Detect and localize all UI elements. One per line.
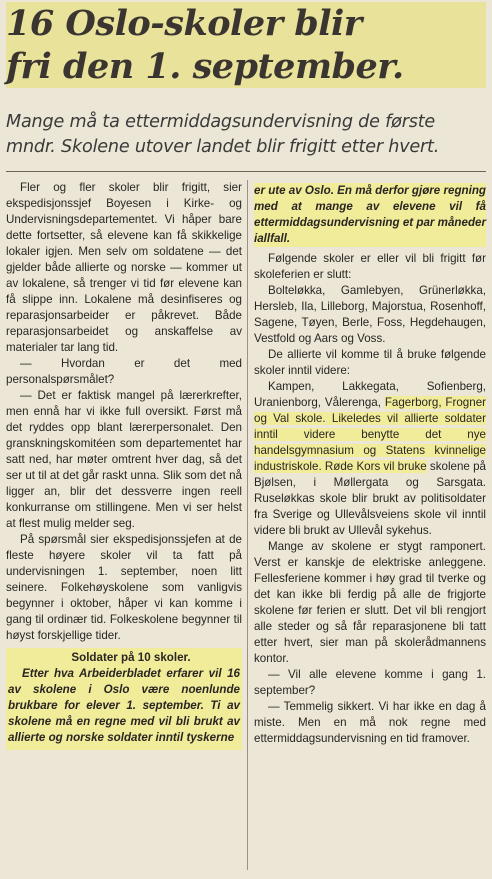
headline-line-2: fri den 1. september.	[6, 45, 486, 88]
paragraph-answer-staff: — Det er faktisk mangel på lærerkrefter, men ennå har vi ikke full oversikt. Først må det ryddes opp blant lærerpersonalet. Den granskningskomitéen som departementet har satt ned, har møter omtrent hver dag, så det ser ut til at det går raskt unna. Slik som det nå ligger an, blir det dessverre ingen reell konkurranse om stillingene. Men vi ser helst at flest mulig melder seg.	[6, 389, 242, 530]
paragraph-allied-intro: De allierte vil komme til å bruke følgende skoler inntil videre:	[254, 348, 486, 377]
highlighted-box	[6, 648, 242, 750]
headline	[6, 2, 486, 88]
paragraph-continuation: er ute av Oslo. En må derfor gjøre regning med at mange av elevene vil få ettermiddagsundervisning et par måneder iallfall.	[254, 184, 486, 245]
allied-list-highlight: Fagerborg, Frogner og Val skole. Likeledes vil allierte soldater inntil videre benytte det nye handelsgymnasium og Statens kvinnelige industriskole. Røde Kors vil bruke	[254, 396, 486, 473]
right-column	[254, 183, 486, 747]
subheadline-line-2: mndr. Skolene utover landet blir frigitt etter hvert.	[6, 137, 440, 157]
paragraph-damage: Mange av skolene er stygt ramponert. Verst er kanskje de elektriske anleggene. Fellesferiene kommer i høy grad til tverke og det kan ikke bli ferdig på alle de frigjorte skolene før ferien er slutt. Det vil bli rengjort alle steder og så får reparasjonene bli tatt etter hvert, sier man på skolerådmannens kontor.	[254, 540, 486, 665]
paragraph-freed-intro: Følgende skoler er eller vil bli frigitt før skoleferien er slutt:	[254, 252, 486, 281]
paragraph-question-staff: — Hvordan er det med personalspørsmålet?	[6, 357, 242, 386]
column-divider	[247, 180, 248, 870]
subheadline	[6, 110, 490, 160]
allied-list-start: Kampen, Lakkegata, Sofienberg, Uranienborg, Vålerenga,	[254, 380, 486, 409]
headline-line-1: 16 Oslo-skoler blir	[6, 2, 486, 45]
box-title: Soldater på 10 skoler.	[71, 651, 191, 664]
paragraph-allied-list	[254, 379, 486, 539]
paragraph-answer-start: — Temmelig sikkert. Vi har ikke en dag å miste. Men en må nok regne med ettermiddagsundervisning en tid framover.	[254, 700, 486, 745]
subheadline-line-1: Mange må ta ettermiddagsundervisning de første	[6, 112, 436, 132]
header-rule	[6, 171, 486, 172]
left-column	[6, 180, 242, 750]
paragraph-higher-schools: På spørsmål sier ekspedisjonssjefen at de fleste høyere skoler vil ta fatt på undervisningen 1. september, noen litt seinere. Folkehøyskolene som vanligvis begynner i oktober, håper vi kan komme i gang til ordinær tid. Folkeskolene begynner til høyst forskjellige tider.	[6, 533, 242, 642]
paragraph-intro: Fler og fler skoler blir frigitt, sier ekspedisjonssjef Boyesen i Kirke- og Undervisningsdepartementet. Vi håper bare dette fortsetter, så elevene kan få skikkelige lokaler igjen. Men selv om soldatene — det gjelder både allierte og norske — kommer ut av lokalene, så trenger vi tid før elevene kan få slippe inn. Lokalene må desinfiseres og reparasjonsarbeider er påkrevet. Både reparasjonsarbeidet og anskaffelse av materialer tar lang tid.	[6, 181, 242, 354]
allied-list-end: skolene på Bjølsen, i Møllergata og Sarsgata. Ruseløkkas skole blir brukt av politisoldater fra Sverige og Ullevålsveiens skole vil inntil videre bli brukt av Ullevål sykehus.	[254, 460, 486, 537]
paragraph-question-start: — Vil alle elevene komme i gang 1. september?	[254, 668, 486, 697]
box-text: Etter hva Arbeiderbladet erfarer vil 16 av skolene i Oslo være noenlunde brukbare for elever 1. september. Ti av skolene må en regne med vil bli brukt av allierte og norske soldater inntil tyskerne	[8, 667, 240, 744]
paragraph-freed-list: Bolteløkka, Gamlebyen, Grünerløkka, Hersleb, Ila, Lilleborg, Majorstua, Rosenhoff, Sagene, Tøyen, Berle, Foss, Hegdehaugen, Vestfold og Aars og Voss.	[254, 284, 486, 345]
